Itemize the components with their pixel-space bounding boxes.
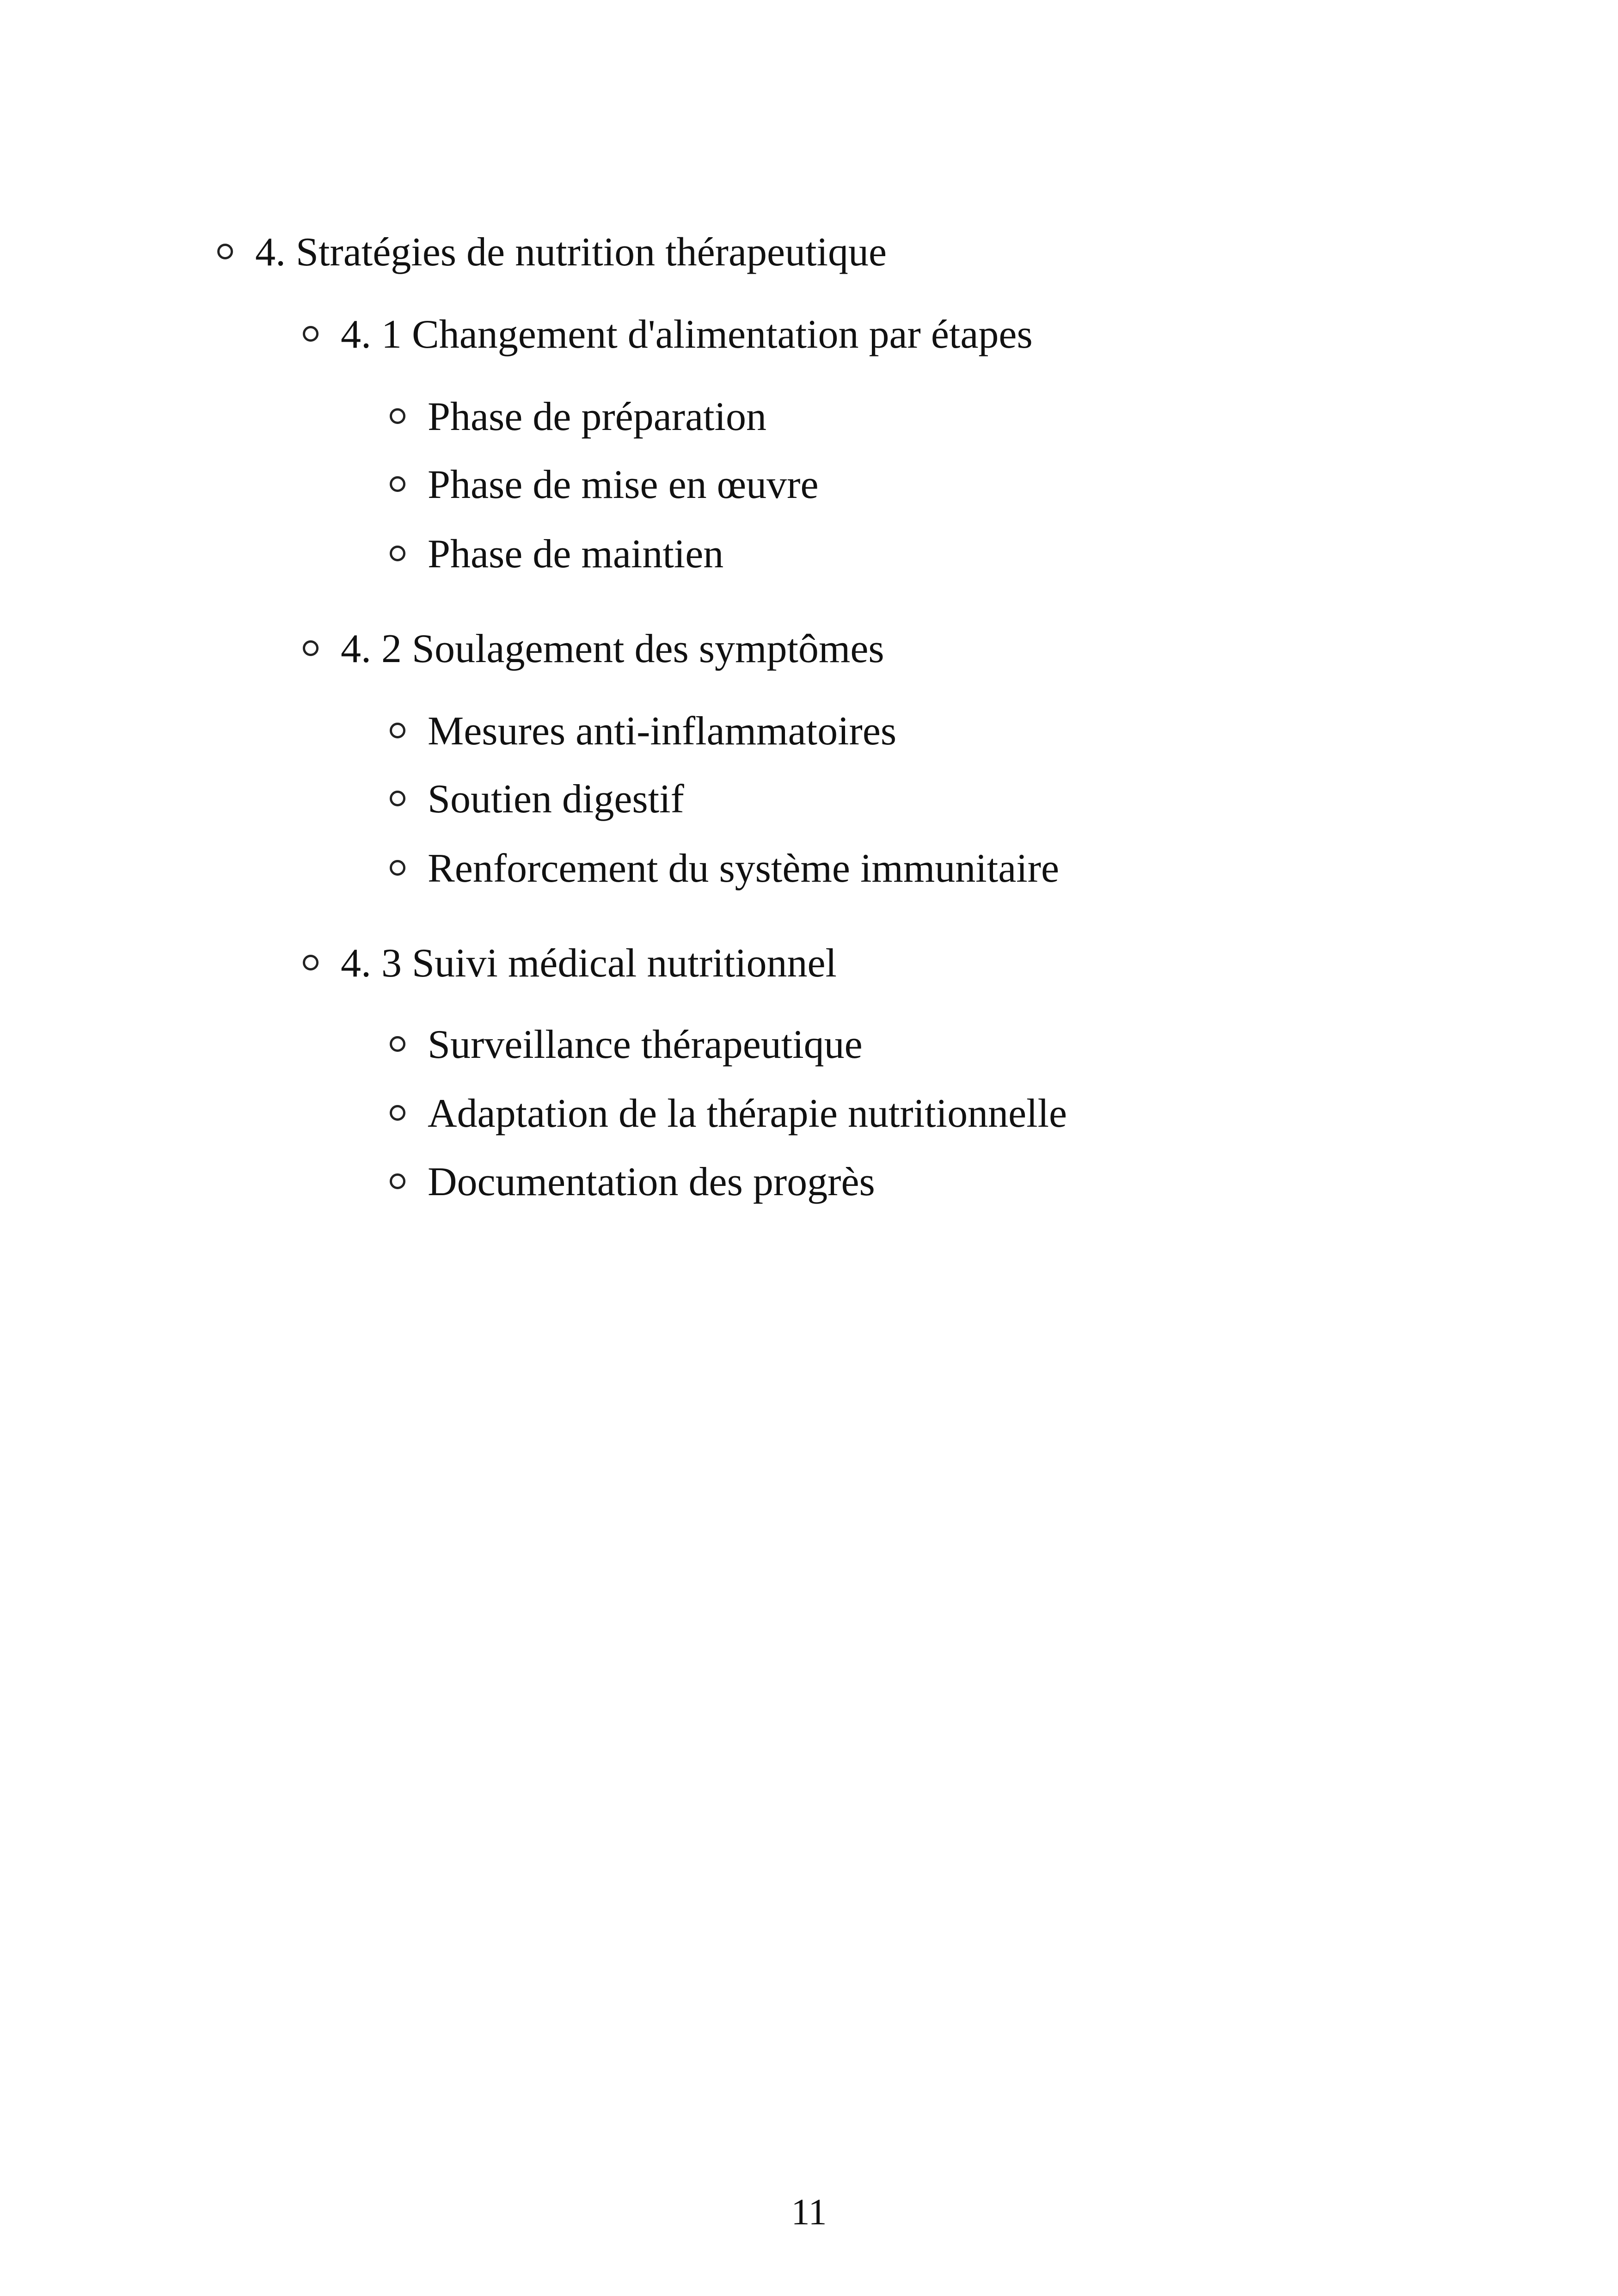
hollow-circle-bullet-icon <box>390 860 405 876</box>
hollow-circle-bullet-icon <box>390 791 405 806</box>
section-title: 4. Stratégies de nutrition thérapeutique <box>255 230 887 275</box>
hollow-circle-bullet-icon <box>303 640 319 656</box>
hollow-circle-bullet-icon <box>390 476 405 492</box>
outline-item-label: Adaptation de la thérapie nutritionnelle <box>428 1091 1067 1136</box>
outline-item-label: Documentation des progrès <box>428 1160 875 1204</box>
hollow-circle-bullet-icon <box>390 408 405 424</box>
outline-item-label: Phase de préparation <box>428 394 767 439</box>
outline-item-label: Mesures anti-inflammatoires <box>428 709 897 754</box>
hollow-circle-bullet-icon <box>217 244 233 259</box>
outline-item-label: Phase de maintien <box>428 532 724 577</box>
outline-section <box>217 230 887 275</box>
outline-subsection <box>303 312 1033 357</box>
hollow-circle-bullet-icon <box>303 955 319 970</box>
outline-item <box>390 394 767 439</box>
hollow-circle-bullet-icon <box>390 1036 405 1052</box>
outline-item <box>390 777 684 822</box>
outline-item-label: Surveillance thérapeutique <box>428 1022 863 1067</box>
page-number: 11 <box>791 2192 827 2233</box>
outline-item-label: Renforcement du système immunitaire <box>428 846 1060 891</box>
hollow-circle-bullet-icon <box>390 546 405 561</box>
outline-subsection <box>303 941 837 986</box>
hollow-circle-bullet-icon <box>390 1105 405 1121</box>
subsection-title: 4. 1 Changement d'alimentation par étapes <box>341 312 1033 357</box>
outline-item <box>390 1091 1067 1136</box>
outline-item <box>390 1160 875 1204</box>
outline-item <box>390 532 724 577</box>
outline-item <box>390 846 1060 891</box>
hollow-circle-bullet-icon <box>303 326 319 342</box>
hollow-circle-bullet-icon <box>390 723 405 738</box>
subsection-title: 4. 3 Suivi médical nutritionnel <box>341 941 837 986</box>
outline-item-label: Soutien digestif <box>428 777 684 822</box>
outline-item <box>390 709 897 754</box>
subsection-title: 4. 2 Soulagement des symptômes <box>341 626 884 671</box>
hollow-circle-bullet-icon <box>390 1173 405 1189</box>
outline-item-label: Phase de mise en œuvre <box>428 462 819 507</box>
outline-item <box>390 1022 863 1067</box>
outline-subsection <box>303 626 884 671</box>
outline-item <box>390 462 819 507</box>
